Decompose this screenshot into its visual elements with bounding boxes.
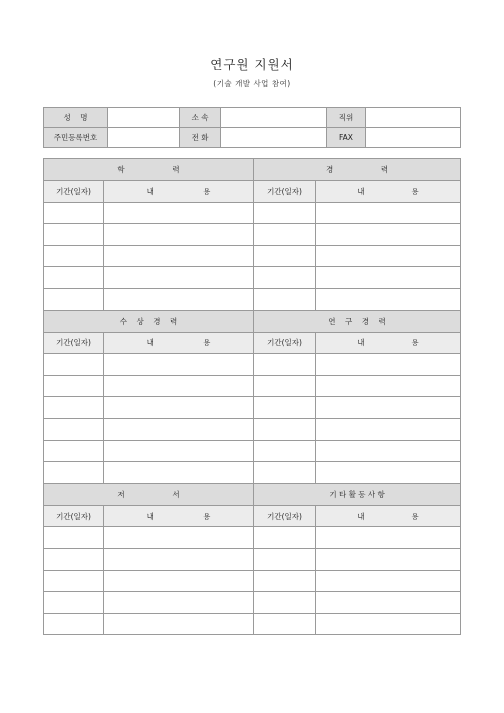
table-row (44, 267, 461, 289)
period-cell[interactable] (254, 462, 316, 484)
period-column-header: 기간(일자) (254, 181, 316, 203)
period-cell[interactable] (44, 202, 104, 224)
page-title: 연구원 지원서 (210, 57, 294, 72)
content-header-left: 내 (146, 186, 154, 196)
content-cell[interactable] (316, 375, 461, 397)
content-cell[interactable] (316, 527, 461, 549)
period-cell[interactable] (44, 397, 104, 419)
period-cell[interactable] (254, 267, 316, 289)
content-cell[interactable] (104, 288, 254, 310)
content-cell[interactable] (316, 548, 461, 570)
content-header-right: 용 (203, 186, 211, 196)
content-cell[interactable] (104, 418, 254, 440)
table-row (44, 548, 461, 570)
table-row (44, 613, 461, 635)
content-cell[interactable] (316, 224, 461, 246)
period-cell[interactable] (254, 375, 316, 397)
phone-label: 전 화 (180, 128, 221, 148)
fax-field[interactable] (366, 128, 461, 148)
content-column-header (316, 332, 461, 354)
id-number-field[interactable] (108, 128, 180, 148)
period-cell[interactable] (44, 245, 104, 267)
period-column-header: 기간(일자) (44, 332, 104, 354)
period-cell[interactable] (254, 418, 316, 440)
content-header-right: 용 (411, 186, 419, 196)
section-header-right: 기 타 활 동 사 항 (254, 483, 461, 505)
period-cell[interactable] (44, 527, 104, 549)
content-cell[interactable] (316, 354, 461, 376)
history-table (43, 158, 461, 635)
table-row (44, 570, 461, 592)
content-cell[interactable] (316, 592, 461, 614)
section-header-right: 연 구 경 력 (254, 310, 461, 332)
id-number-label: 주민등록번호 (44, 128, 108, 148)
period-cell[interactable] (44, 267, 104, 289)
section-header-left: 수 상 경 력 (44, 310, 254, 332)
period-column-header: 기간(일자) (44, 181, 104, 203)
period-cell[interactable] (44, 288, 104, 310)
section-header-left: 저 서 (44, 483, 254, 505)
affiliation-label: 소 속 (180, 108, 221, 128)
name-label: 성 명 (44, 108, 108, 128)
fax-label: FAX (327, 128, 366, 148)
content-cell[interactable] (104, 592, 254, 614)
content-cell[interactable] (104, 397, 254, 419)
content-cell[interactable] (316, 245, 461, 267)
content-header-right: 용 (411, 338, 419, 348)
content-cell[interactable] (104, 462, 254, 484)
section-header-left: 학 력 (44, 159, 254, 181)
period-cell[interactable] (254, 440, 316, 462)
period-cell[interactable] (44, 224, 104, 246)
content-cell[interactable] (104, 354, 254, 376)
content-cell[interactable] (316, 440, 461, 462)
period-cell[interactable] (254, 245, 316, 267)
period-cell[interactable] (44, 354, 104, 376)
section-header-right: 경 력 (254, 159, 461, 181)
period-cell[interactable] (254, 397, 316, 419)
table-row (44, 224, 461, 246)
content-cell[interactable] (104, 245, 254, 267)
period-column-header: 기간(일자) (254, 505, 316, 527)
content-cell[interactable] (316, 288, 461, 310)
table-row (44, 440, 461, 462)
content-cell[interactable] (104, 613, 254, 635)
period-cell[interactable] (254, 527, 316, 549)
content-column-header (316, 505, 461, 527)
content-header-left: 내 (357, 338, 365, 348)
period-cell[interactable] (44, 548, 104, 570)
period-cell[interactable] (254, 288, 316, 310)
name-field[interactable] (108, 108, 180, 128)
table-row (44, 202, 461, 224)
content-cell[interactable] (104, 527, 254, 549)
table-row (44, 397, 461, 419)
table-row (44, 245, 461, 267)
period-column-header: 기간(일자) (254, 332, 316, 354)
content-cell[interactable] (316, 202, 461, 224)
table-row (44, 354, 461, 376)
content-cell[interactable] (104, 548, 254, 570)
content-cell[interactable] (316, 397, 461, 419)
content-cell[interactable] (316, 418, 461, 440)
position-label: 직위 (327, 108, 366, 128)
period-cell[interactable] (254, 613, 316, 635)
period-cell[interactable] (44, 592, 104, 614)
table-row (44, 527, 461, 549)
content-cell[interactable] (104, 375, 254, 397)
content-header-left: 내 (146, 338, 154, 348)
table-row (44, 288, 461, 310)
table-row (44, 418, 461, 440)
period-cell[interactable] (254, 354, 316, 376)
table-row (44, 375, 461, 397)
table-row (44, 592, 461, 614)
period-column-header: 기간(일자) (44, 505, 104, 527)
content-cell[interactable] (104, 570, 254, 592)
content-cell[interactable] (316, 613, 461, 635)
content-header-right: 용 (203, 511, 211, 521)
period-cell[interactable] (254, 202, 316, 224)
content-header-right: 용 (411, 511, 419, 521)
period-cell[interactable] (44, 375, 104, 397)
period-cell[interactable] (44, 440, 104, 462)
period-cell[interactable] (254, 224, 316, 246)
content-cell[interactable] (316, 462, 461, 484)
content-cell[interactable] (104, 202, 254, 224)
period-cell[interactable] (44, 462, 104, 484)
content-cell[interactable] (104, 267, 254, 289)
content-header-left: 내 (357, 511, 365, 521)
period-cell[interactable] (254, 570, 316, 592)
content-cell[interactable] (316, 267, 461, 289)
content-column-header (104, 332, 254, 354)
table-row (44, 462, 461, 484)
content-column-header (104, 505, 254, 527)
period-cell[interactable] (44, 570, 104, 592)
content-header-left: 내 (146, 511, 154, 521)
content-header-left: 내 (357, 186, 365, 196)
phone-field[interactable] (221, 128, 327, 148)
period-cell[interactable] (44, 418, 104, 440)
page-subtitle: (기술 개발 사업 참여) (213, 79, 291, 88)
period-cell[interactable] (44, 613, 104, 635)
position-field[interactable] (366, 108, 461, 128)
content-cell[interactable] (104, 224, 254, 246)
affiliation-field[interactable] (221, 108, 327, 128)
content-column-header (316, 181, 461, 203)
content-column-header (104, 181, 254, 203)
personal-info-table (43, 107, 461, 148)
content-cell[interactable] (104, 440, 254, 462)
content-cell[interactable] (316, 570, 461, 592)
content-header-right: 용 (203, 338, 211, 348)
period-cell[interactable] (254, 548, 316, 570)
period-cell[interactable] (254, 592, 316, 614)
